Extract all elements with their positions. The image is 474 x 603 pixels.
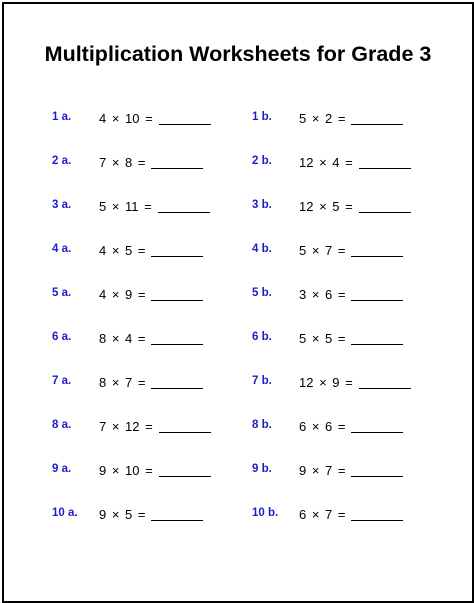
problem-label: 5 b. — [252, 287, 272, 299]
problem-label: 7 a. — [52, 375, 72, 387]
problem-expression: 5 × 7 = — [299, 243, 346, 258]
answer-blank[interactable] — [351, 520, 403, 521]
answer-blank[interactable] — [158, 212, 210, 213]
answer-blank[interactable] — [351, 344, 403, 345]
problem-label: 6 b. — [252, 331, 272, 343]
answer-blank[interactable] — [359, 212, 411, 213]
problem-label: 2 b. — [252, 155, 272, 167]
problem-expression: 3 × 6 = — [299, 287, 346, 302]
answer-blank[interactable] — [351, 476, 403, 477]
answer-blank[interactable] — [151, 168, 203, 169]
answer-blank[interactable] — [151, 344, 203, 345]
problem-label: 3 b. — [252, 199, 272, 211]
problem-label: 4 b. — [252, 243, 272, 255]
problem-expression: 5 × 11 = — [99, 199, 152, 214]
answer-blank[interactable] — [351, 124, 403, 125]
answer-blank[interactable] — [351, 256, 403, 257]
problem-label: 10 a. — [52, 507, 78, 519]
answer-blank[interactable] — [159, 124, 211, 125]
answer-blank[interactable] — [151, 256, 203, 257]
problem-expression: 8 × 7 = — [99, 375, 146, 390]
problem-expression: 4 × 9 = — [99, 287, 146, 302]
problem-label: 4 a. — [52, 243, 72, 255]
problem-expression: 4 × 5 = — [99, 243, 146, 258]
problem-expression: 12 × 4 = — [299, 155, 353, 170]
problem-label: 7 b. — [252, 375, 272, 387]
problem-expression: 12 × 5 = — [299, 199, 353, 214]
problem-label: 8 b. — [252, 419, 272, 431]
problem-label: 3 a. — [52, 199, 72, 211]
problem-expression: 5 × 5 = — [299, 331, 346, 346]
answer-blank[interactable] — [159, 476, 211, 477]
problem-label: 8 a. — [52, 419, 72, 431]
problem-label: 10 b. — [252, 507, 279, 519]
answer-blank[interactable] — [151, 300, 203, 301]
worksheet-page — [2, 2, 474, 603]
problem-label: 1 a. — [52, 111, 72, 123]
problem-label: 1 b. — [252, 111, 272, 123]
page-title: Multiplication Worksheets for Grade 3 — [44, 42, 432, 66]
problem-expression: 6 × 6 = — [299, 419, 346, 434]
problem-expression: 8 × 4 = — [99, 331, 146, 346]
problem-label: 6 a. — [52, 331, 72, 343]
problem-label: 2 a. — [52, 155, 72, 167]
answer-blank[interactable] — [151, 520, 203, 521]
problem-label: 9 b. — [252, 463, 272, 475]
answer-blank[interactable] — [359, 388, 411, 389]
problem-expression: 7 × 8 = — [99, 155, 146, 170]
problem-expression: 7 × 12 = — [99, 419, 153, 434]
problem-label: 9 a. — [52, 463, 72, 475]
problem-label: 5 a. — [52, 287, 72, 299]
problem-expression: 4 × 10 = — [99, 111, 153, 126]
problem-expression: 6 × 7 = — [299, 507, 346, 522]
problem-expression: 12 × 9 = — [299, 375, 353, 390]
answer-blank[interactable] — [359, 168, 411, 169]
problem-expression: 9 × 5 = — [99, 507, 146, 522]
answer-blank[interactable] — [351, 432, 403, 433]
problem-expression: 9 × 7 = — [299, 463, 346, 478]
answer-blank[interactable] — [351, 300, 403, 301]
problem-expression: 5 × 2 = — [299, 111, 346, 126]
answer-blank[interactable] — [159, 432, 211, 433]
answer-blank[interactable] — [151, 388, 203, 389]
problem-expression: 9 × 10 = — [99, 463, 153, 478]
